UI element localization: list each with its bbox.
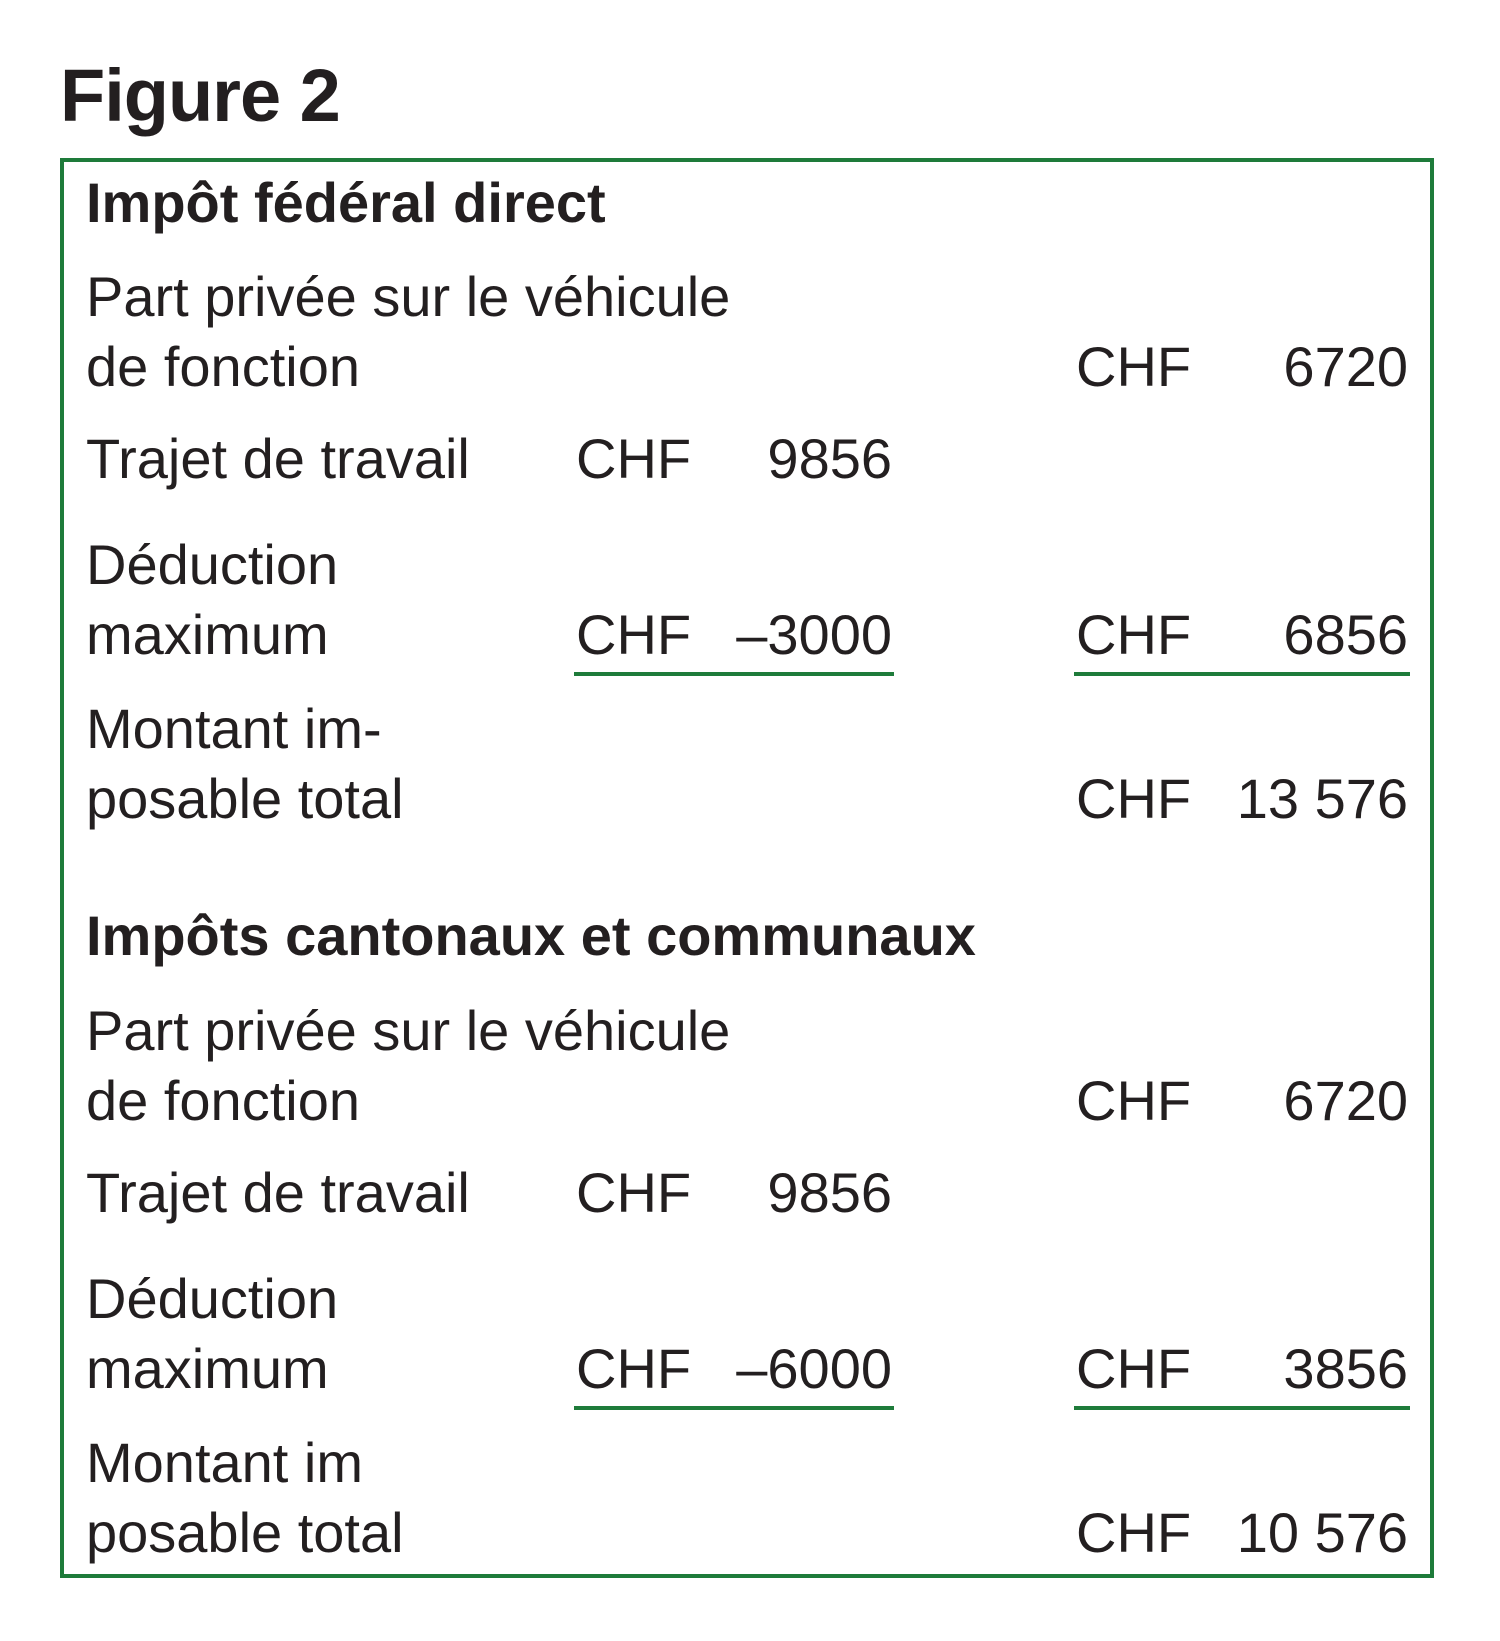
cantonal-heading: Impôts cantonaux et communaux [86, 904, 976, 967]
cantonal-private-share-currency: CHF [1076, 1069, 1192, 1132]
federal-deduction-amount: –3000 [736, 603, 892, 666]
federal-private-share-label-line2: de fonction [86, 335, 360, 398]
federal-total-label-line2: posable total [86, 767, 404, 830]
federal-total-amount: 13 576 [1236, 767, 1408, 830]
figure-title: Figure 2 [60, 54, 340, 137]
cantonal-private-share-label-line1: Part privée sur le véhicule [86, 999, 731, 1062]
cantonal-commute-currency: CHF [576, 1161, 692, 1224]
federal-deduction-label-line1: Déduction [86, 533, 339, 596]
cantonal-deduction-amount: –6000 [736, 1337, 892, 1400]
federal-deduction-label-line2: maximum [86, 603, 329, 666]
federal-deduction-result-currency: CHF [1076, 603, 1192, 666]
cantonal-total-label-line1: Montant im [86, 1431, 363, 1494]
federal-deduction-currency: CHF [576, 603, 692, 666]
cantonal-private-share-amount: 6720 [1283, 1069, 1408, 1132]
federal-private-share-label-line1: Part privée sur le véhicule [86, 265, 731, 328]
federal-total-currency: CHF [1076, 767, 1192, 830]
federal-total-label-line1: Montant im- [86, 697, 382, 760]
cantonal-deduction-label-line1: Déduction [86, 1267, 339, 1330]
federal-commute-label: Trajet de travail [86, 427, 470, 490]
federal-result-underline [1074, 672, 1410, 676]
cantonal-total-currency: CHF [1076, 1501, 1192, 1564]
cantonal-deduction-result-amount: 3856 [1283, 1337, 1408, 1400]
federal-deduction-result-amount: 6856 [1283, 603, 1408, 666]
federal-heading: Impôt fédéral direct [86, 171, 606, 234]
cantonal-total-amount: 10 576 [1236, 1501, 1408, 1564]
cantonal-deduction-currency: CHF [576, 1337, 692, 1400]
federal-private-share-amount: 6720 [1283, 335, 1408, 398]
cantonal-result-underline [1074, 1406, 1410, 1410]
federal-commute-amount: 9856 [767, 427, 892, 490]
cantonal-total-label-line2: posable total [86, 1501, 404, 1564]
federal-private-share-currency: CHF [1076, 335, 1192, 398]
cantonal-private-share-label-line2: de fonction [86, 1069, 360, 1132]
cantonal-commute-amount: 9856 [767, 1161, 892, 1224]
federal-deduction-underline [574, 672, 894, 676]
cantonal-deduction-underline [574, 1406, 894, 1410]
cantonal-deduction-result-currency: CHF [1076, 1337, 1192, 1400]
federal-commute-currency: CHF [576, 427, 692, 490]
cantonal-deduction-label-line2: maximum [86, 1337, 329, 1400]
cantonal-commute-label: Trajet de travail [86, 1161, 470, 1224]
